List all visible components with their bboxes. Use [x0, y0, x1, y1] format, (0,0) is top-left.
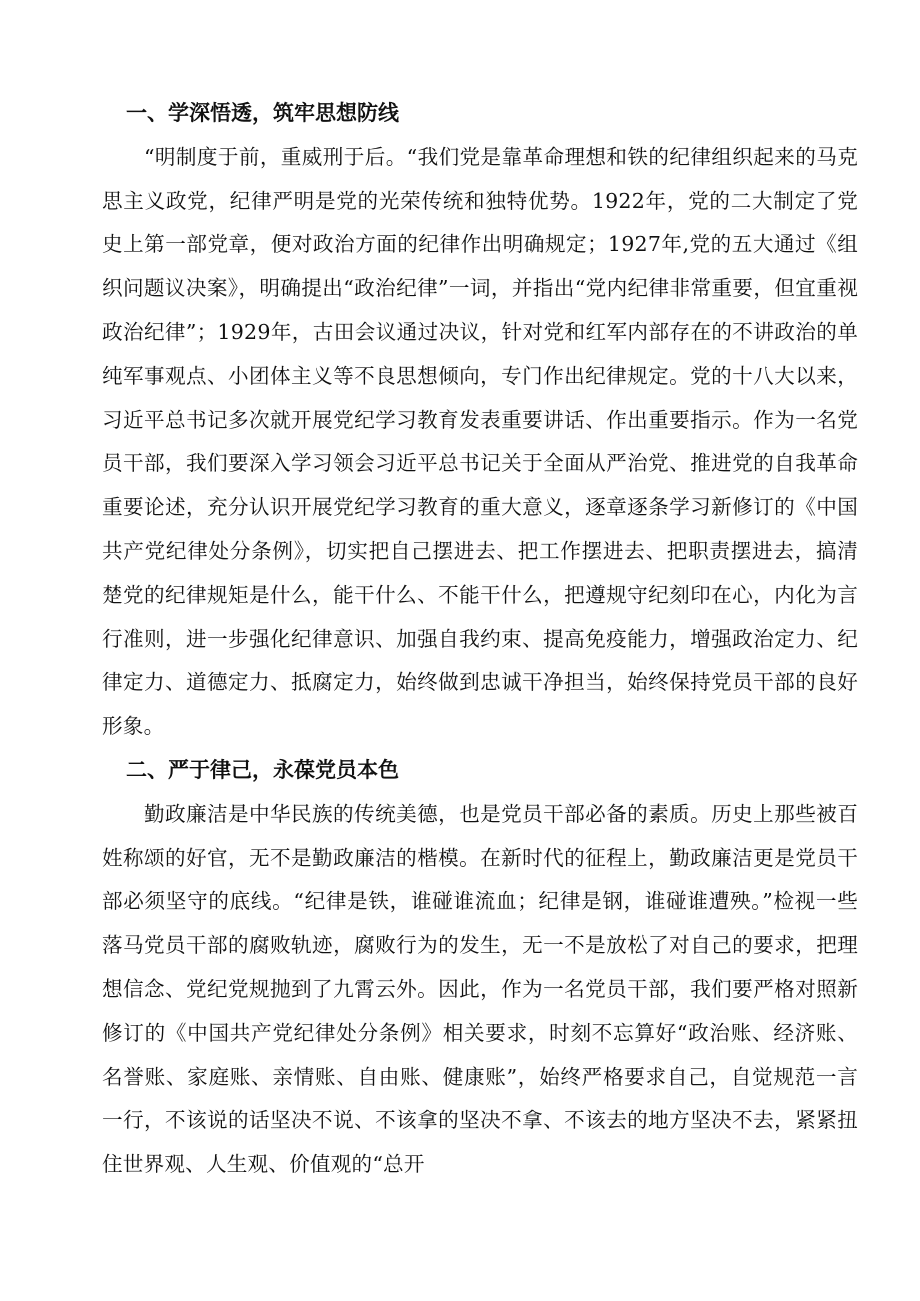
- section-heading-1: 一、学深悟透，筑牢思想防线: [126, 101, 399, 125]
- section-paragraph-2: 勤政廉洁是中华民族的传统美德，也是党员干部必备的素质。历史上那些被百姓称颂的好官，无不是勤政廉洁的楷模。在新时代的征程上，勤政廉洁更是党员干部必须坚守的底线。“纪律是铁，谁碰谁流血；纪律是钢，谁碰谁遭殃。”检视一些落马党员干部的腐败轨迹，腐败行为的发生，无一不是放松了对自己的要求，把理想信念、党纪党规抛到了九霄云外。因此，作为一名党员干部，我们要严格对照新修订的《中国共产党纪律处分条例》相关要求，时刻不忘算好“政治账、经济账、名誉账、家庭账、亲情账、自由账、健康账”，始终严格要求自己，自觉规范一言一行，不该说的话坚决不说、不该拿的坚决不拿、不该去的地方坚决不去，紧紧扭住世界观、人生观、价值观的“总开: [102, 801, 858, 1177]
- section-heading-2: 二、严于律己，永葆党员本色: [126, 757, 399, 782]
- section-paragraph-1: “明制度于前，重威刑于后。“我们党是靠革命理想和铁的纪律组织起来的马克思主义政党，纪律严明是党的光荣传统和独特优势。1922年，党的二大制定了党史上第一部党章，便对政治方面的纪律作出明确规定；1927年,党的五大通过《组织问题议决案》，明确提出“政治纪律”一词，并指出“党内纪律非常重要，但宜重视政治纪律”；1929年，古田会议通过决议，针对党和红军内部存在的不讲政治的单纯军事观点、小团体主义等不良思想倾向，专门作出纪律规定。党的十八大以来，习近平总书记多次就开展党纪学习教育发表重要讲话、作出重要指示。作为一名党员干部，我们要深入学习领会习近平总书记关于全面从严治党、推进党的自我革命重要论述，充分认识开展党纪学习教育的重大意义，逐章逐条学习新修订的《中国共产党纪律处分条例》，切实把自己摆进去、把工作摆进去、把职责摆进去，搞清楚党的纪律规矩是什么，能干什么、不能干什么，把遵规守纪刻印在心，内化为言行准则，进一步强化纪律意识、加强自我约束、提高免疫能力，增强政治定力、纪律定力、道德定力、抵腐定力，始终做到忠诚干净担当，始终保持党员干部的良好形象。: [102, 144, 858, 739]
- document-body: [102, 92, 858, 1187]
